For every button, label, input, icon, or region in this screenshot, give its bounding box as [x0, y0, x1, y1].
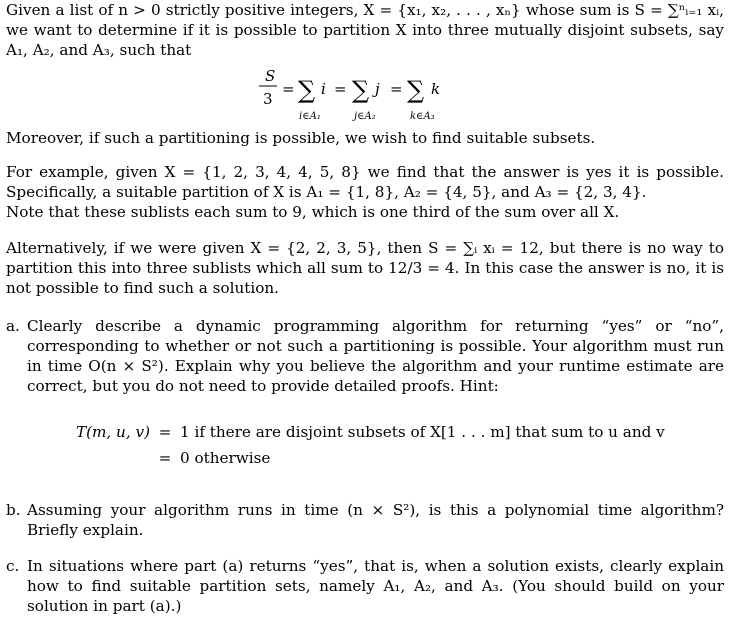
display-equation — [0, 64, 732, 124]
intro-paragraph — [6, 0, 724, 60]
part-b — [6, 500, 724, 540]
hint-lhs: T(m, u, v) — [75, 423, 150, 441]
intro-text: Given a list of n > 0 strictly positive integers, X = {x₁, x₂, . . . , xₙ} whose sum is S = ∑ⁿᵢ₌₁ xᵢ, we want to determine if it is possible to partition X into three mutually disjoint subsets, say A₁, A₂, and A₃, such that — [6, 1, 724, 59]
equals-2: = — [334, 80, 347, 98]
sum-symbol-1: ∑ — [298, 76, 316, 104]
subscript-i-in-A1: i∈A₁ — [299, 111, 321, 122]
summand-k: k — [431, 80, 441, 98]
sum-symbol-2: ∑ — [352, 76, 370, 104]
summand-i: i — [321, 80, 326, 98]
equals-3: = — [390, 80, 403, 98]
hint-definition — [68, 422, 665, 474]
hint-case-1: 1 if there are disjoint subsets of X[1 . . . m] that sum to u and v — [180, 423, 665, 441]
fraction-denominator: 3 — [263, 90, 273, 108]
hint-equals-1: = — [158, 423, 172, 441]
hint-case-2: 0 otherwise — [180, 449, 271, 467]
part-b-label: b. — [6, 501, 21, 519]
fraction-numerator: S — [265, 67, 276, 85]
example-text: For example, given X = {1, 2, 3, 4, 4, 5, 8} we find that the answer is yes it is possible. Specifically, a suitable partition of X is A₁ = {1, 8}, A₂ = {4, 5}, and A₃ = {2, 3, 4}. — [6, 163, 724, 201]
subscript-k-in-A3: k∈A₃ — [410, 111, 435, 122]
hint-row-2 — [68, 448, 665, 474]
sum-symbol-3: ∑ — [407, 76, 425, 104]
part-a-text: Clearly describe a dynamic programming algorithm for returning “yes” or “no”, corresponding to whether or not such a partitioning is possible. Your algorithm must run in time O(n × S²). Explain why you believe the algorithm and your runtime estimate are correct, but you do not need to provide detailed proofs. Hint: — [27, 317, 724, 395]
part-a — [6, 316, 724, 396]
moreover-text: Moreover, if such a partitioning is possible, we wish to find suitable subsets. — [6, 129, 596, 147]
part-c-label: c. — [6, 557, 20, 575]
example-paragraph — [6, 162, 724, 222]
example-note: Note that these sublists each sum to 9, which is one third of the sum over all X. — [6, 203, 620, 221]
hint-row-1 — [68, 422, 665, 448]
moreover-paragraph — [6, 128, 724, 148]
part-b-text: Assuming your algorithm runs in time (n × S²), is this a polynomial time algorithm? Briefly explain. — [27, 501, 724, 539]
part-a-label: a. — [6, 317, 20, 335]
part-c-text: In situations where part (a) returns “yes”, that is, when a solution exists, clearly explain how to find suitable partition sets, namely A₁, A₂, and A₃. (You should build on your solution in part (a).) — [27, 557, 724, 615]
subscript-j-in-A2: j∈A₂ — [354, 111, 376, 122]
equals-1: = — [282, 80, 295, 98]
alternative-paragraph — [6, 238, 724, 298]
hint-equals-2: = — [158, 449, 172, 467]
summand-j: j — [375, 80, 380, 98]
part-c — [6, 556, 724, 616]
equation-svg — [0, 64, 732, 124]
alternative-text: Alternatively, if we were given X = {2, 2, 3, 5}, then S = ∑ᵢ xᵢ = 12, but there is no way to partition this into three sublists which all sum to 12/3 = 4. In this case the answer is no, it is not possible to find such a solution. — [6, 239, 724, 297]
